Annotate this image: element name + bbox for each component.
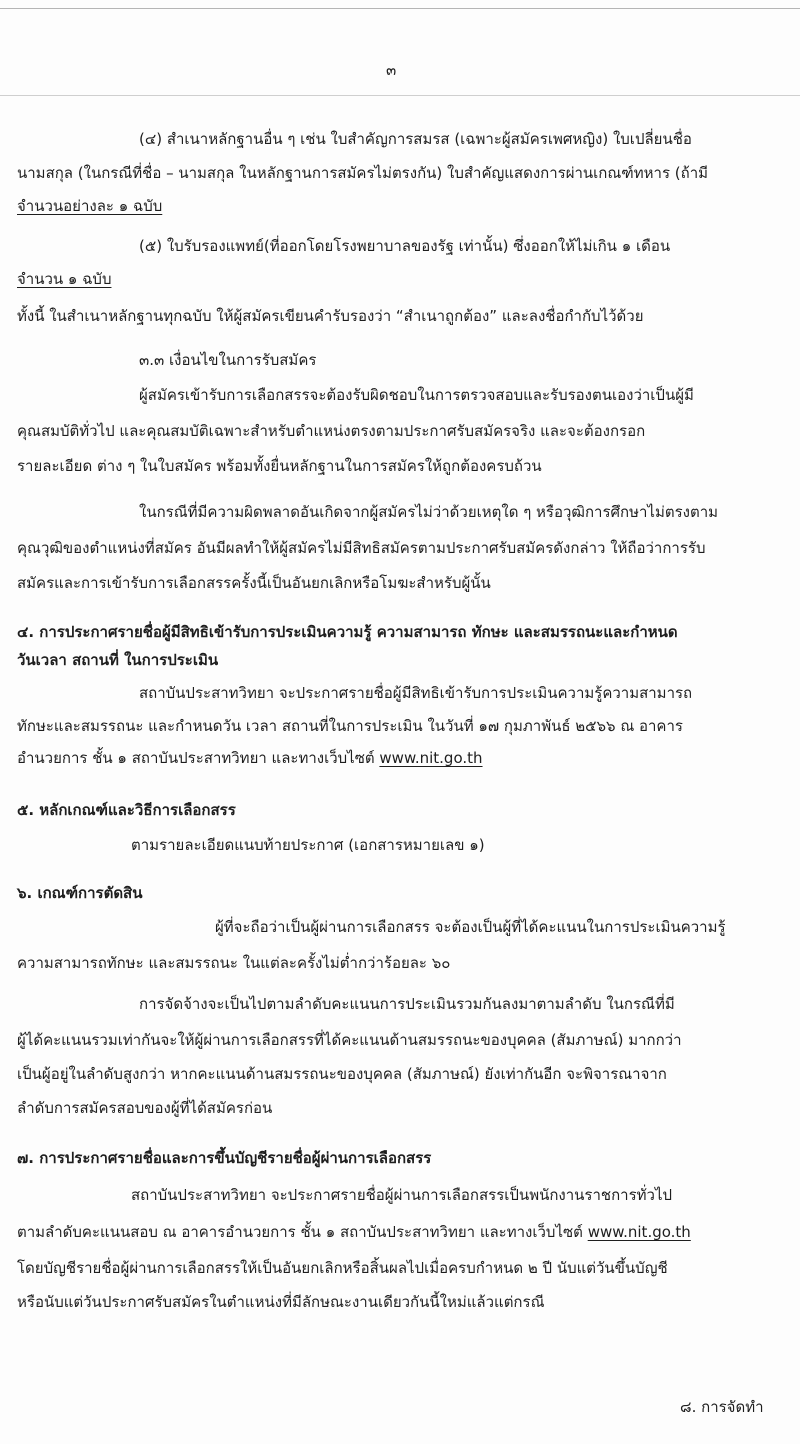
text-line: รายละเอียด ต่าง ๆ ในใบสมัคร พร้อมทั้งยื่นหลักฐานในการสมัครให้ถูกต้องครบถ้วน [17, 457, 542, 475]
text-line-with-link [17, 1222, 691, 1242]
text-segment: ตามลำดับคะแนนสอบ ณ อาคารอำนวยการ ชั้น ๑ สถาบันประสาทวิทยา และทางเว็บไซต์ [17, 1223, 588, 1241]
text-line: ผู้สมัครเข้ารับการเลือกสรรจะต้องรับผิดชอบในการตรวจสอบและรับรองตนเองว่าเป็นผู้มี [139, 386, 694, 404]
text-line: ความสามารถทักษะ และสมรรถนะ ในแต่ละครั้งไม่ต่ำกว่าร้อยละ ๖๐ [17, 954, 451, 972]
text-line: ทั้งนี้ ในสำเนาหลักฐานทุกฉบับ ให้ผู้สมัครเขียนคำรับรองว่า “สำเนาถูกต้อง” และลงชื่อกำกับไว้ด้วย [17, 307, 644, 325]
text-line: ในกรณีที่มีความผิดพลาดอันเกิดจากผู้สมัครไม่ว่าด้วยเหตุใด ๆ หรือวุฒิการศึกษาไม่ตรงตาม [139, 503, 719, 521]
section-heading-6: ๖. เกณฑ์การตัดสิน [17, 884, 143, 902]
section-heading-7: ๗. การประกาศรายชื่อและการขึ้นบัญชีรายชื่อผู้ผ่านการเลือกสรร [17, 1149, 432, 1167]
section-heading-4: ๔. การประกาศรายชื่อผู้มีสิทธิเข้ารับการประเมินความรู้ ความสามารถ ทักษะ และสมรรถนะและกำหนด [17, 623, 678, 641]
text-line: ผู้ได้คะแนนรวมเท่ากันจะให้ผู้ผ่านการเลือกสรรที่ได้คะแนนด้านสมรรถนะของบุคคล (สัมภาษณ์) มากกว่า [17, 1031, 682, 1049]
text-line: หรือนับแต่วันประกาศรับสมัครในตำแหน่งที่มีลักษณะงานเดียวกันนี้ใหม่แล้วแต่กรณี [17, 1293, 545, 1311]
text-line: นามสกุล (ในกรณีที่ชื่อ – นามสกุล ในหลักฐานการสมัครไม่ตรงกัน) ใบสำคัญแสดงการผ่านเกณฑ์ทหาร (ถ้ามี [17, 164, 709, 182]
website-link[interactable]: www.nit.go.th [379, 749, 483, 767]
text-line-underlined: จำนวน ๑ ฉบับ [17, 270, 112, 288]
subsection-heading: ๓.๓ เงื่อนไขในการรับสมัคร [139, 351, 317, 369]
text-line: ผู้ที่จะถือว่าเป็นผู้ผ่านการเลือกสรร จะต้องเป็นผู้ที่ได้คะแนนในการประเมินความรู้ [215, 918, 726, 936]
text-line: เป็นผู้อยู่ในลำดับสูงกว่า หากคะแนนด้านสมรรถนะของบุคคล (สัมภาษณ์) ยังเท่ากันอีก จะพิจารณาจาก [17, 1065, 667, 1083]
next-page-catchword: ๘. การจัดทำ [680, 1398, 764, 1416]
text-line: สถาบันประสาทวิทยา จะประกาศรายชื่อผู้มีสิทธิเข้ารับการประเมินความรู้ความสามารถ [139, 684, 693, 702]
scan-edge-top [0, 8, 800, 9]
text-line: (๕) ใบรับรองแพทย์(ที่ออกโดยโรงพยาบาลของรัฐ เท่านั้น) ซึ่งออกให้ไม่เกิน ๑ เดือน [139, 237, 671, 255]
text-line: (๔) สำเนาหลักฐานอื่น ๆ เช่น ใบสำคัญการสมรส (เฉพาะผู้สมัครเพศหญิง) ใบเปลี่ยนชื่อ [139, 130, 692, 148]
text-line: คุณวุฒิของตำแหน่งที่สมัคร อันมีผลทำให้ผู้สมัครไม่มีสิทธิสมัครตามประกาศรับสมัครดังกล่าว ให้ถือว่าการรับ [17, 539, 706, 557]
text-line: การจัดจ้างจะเป็นไปตามลำดับคะแนนการประเมินรวมกันลงมาตามลำดับ ในกรณีที่มี [139, 995, 675, 1013]
text-line: คุณสมบัติทั่วไป และคุณสมบัติเฉพาะสำหรับตำแหน่งตรงตามประกาศรับสมัครจริง และจะต้องกรอก [17, 422, 646, 440]
website-link[interactable]: www.nit.go.th [587, 1223, 691, 1241]
text-line: สถาบันประสาทวิทยา จะประกาศรายชื่อผู้ผ่านการเลือกสรรเป็นพนักงานราชการทั่วไป [131, 1186, 673, 1204]
section-heading-4-cont: วันเวลา สถานที่ ในการประเมิน [17, 651, 219, 669]
text-line: ลำดับการสมัครสอบของผู้ที่ได้สมัครก่อน [17, 1099, 273, 1117]
text-line: ทักษะและสมรรถนะ และกำหนดวัน เวลา สถานที่ในการประเมิน ในวันที่ ๑๗ กุมภาพันธ์ ๒๕๖๖ ณ อาคาร [17, 717, 683, 735]
text-line: โดยบัญชีรายชื่อผู้ผ่านการเลือกสรรให้เป็นอันยกเลิกหรือสิ้นผลไปเมื่อครบกำหนด ๒ ปี นับแต่วันขึ้นบัญชี [17, 1259, 668, 1277]
header-divider [0, 95, 800, 96]
text-line: ตามรายละเอียดแนบท้ายประกาศ (เอกสารหมายเลข ๑) [131, 836, 485, 854]
text-segment: อำนวยการ ชั้น ๑ สถาบันประสาทวิทยา และทางเว็บไซต์ [17, 749, 380, 767]
page-number: ๓ [386, 61, 397, 79]
section-heading-5: ๕. หลักเกณฑ์และวิธีการเลือกสรร [17, 801, 236, 819]
text-line-with-link [17, 748, 483, 768]
text-line: สมัครและการเข้ารับการเลือกสรรครั้งนี้เป็นอันยกเลิกหรือโมฆะสำหรับผู้นั้น [17, 574, 491, 592]
text-line-underlined: จำนวนอย่างละ ๑ ฉบับ [17, 197, 163, 215]
